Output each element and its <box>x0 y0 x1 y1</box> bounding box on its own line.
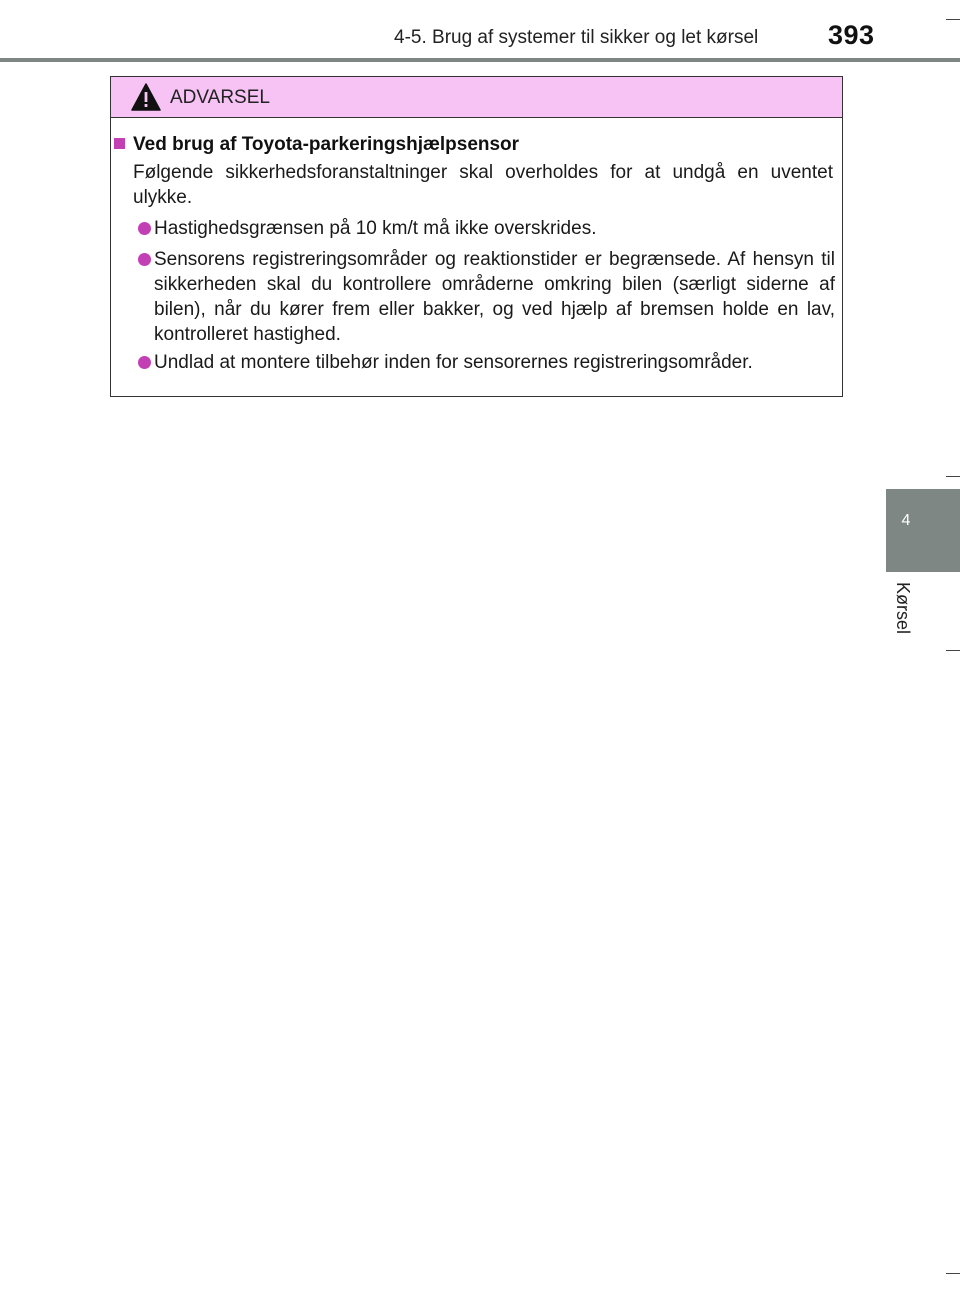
crop-mark <box>946 650 960 651</box>
chapter-tab <box>886 489 960 572</box>
section-title: 4-5. Brug af systemer til sikker og let kørsel <box>394 27 759 48</box>
bullet-dot-icon <box>138 356 151 369</box>
intro-text: Følgende sikkerhedsforanstaltninger skal overholdes for at undgå en uventet ulykke. <box>133 162 833 208</box>
list-item: Undlad at montere tilbehør inden for sensorernes registreringsområder. <box>154 352 753 373</box>
page-number: 393 <box>828 20 875 50</box>
square-bullet-icon <box>114 138 125 149</box>
crop-mark <box>946 476 960 477</box>
warning-title: ADVARSEL <box>170 87 270 108</box>
warning-body <box>110 76 843 397</box>
bullet-dot-icon <box>138 253 151 266</box>
crop-mark <box>946 19 960 20</box>
bullet-dot-icon <box>138 222 151 235</box>
chapter-name: Kørsel <box>893 582 913 635</box>
crop-mark <box>946 1273 960 1274</box>
list-item: Sensorens registreringsområder og reaktionstider er begrænsede. Af hensyn til sikkerheden skal du kontrollere områderne omkring bilen (særligt siderne af bilen), når du kører frem eller bakker, og ved hjælp af bremsen holde en lav, kontrolleret hastighed. <box>154 249 835 345</box>
section-heading-text: Ved brug af Toyota-parkeringshjælpsensor <box>133 134 520 155</box>
chapter-number: 4 <box>901 512 911 529</box>
section-heading <box>114 134 519 156</box>
list-item: Hastighedsgrænsen på 10 km/t må ikke overskrides. <box>154 218 597 239</box>
header-divider <box>0 58 960 62</box>
